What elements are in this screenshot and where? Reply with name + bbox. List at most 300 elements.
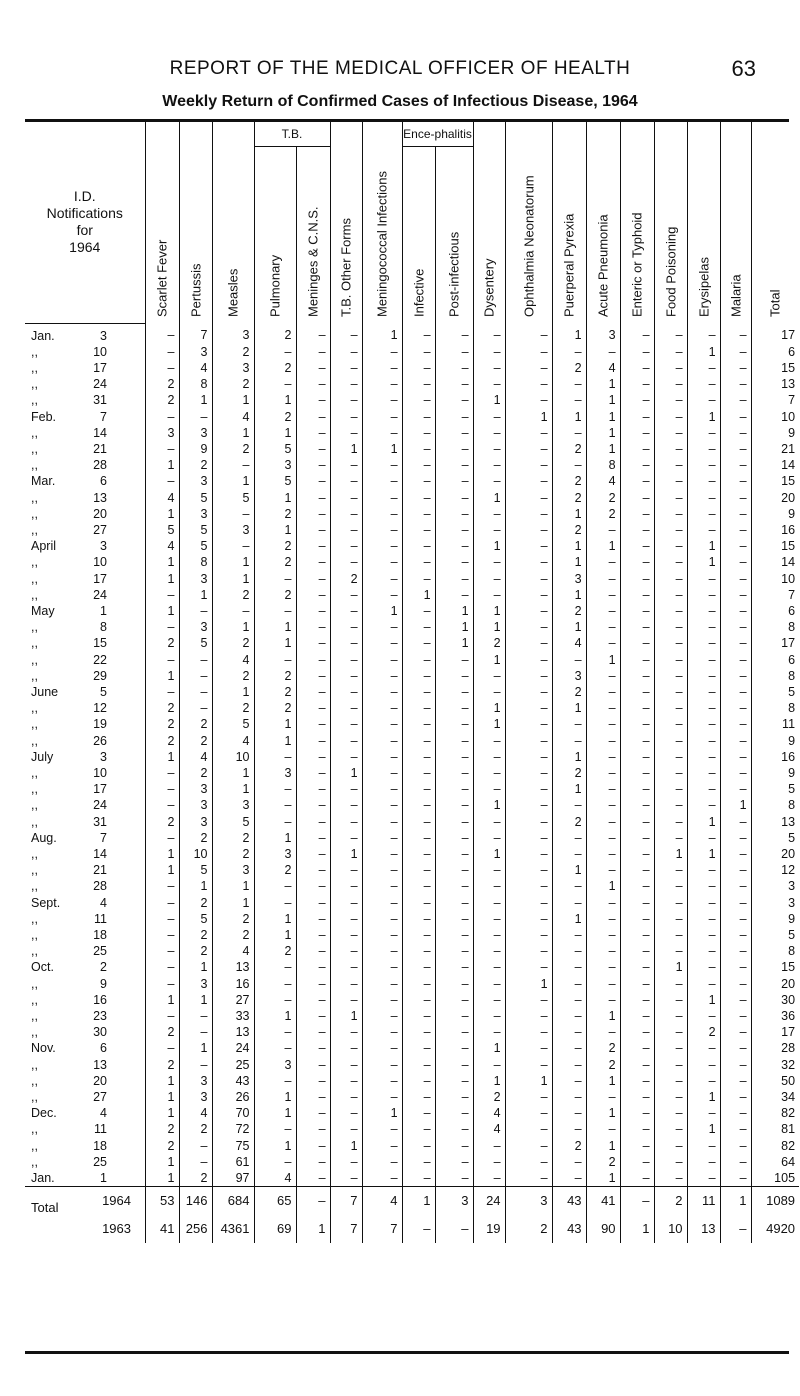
cell-value: – — [435, 895, 473, 911]
cell-value: 4 — [179, 360, 212, 376]
cell-value: – — [473, 911, 505, 927]
cell-value: – — [473, 765, 505, 781]
day: 30 — [93, 1025, 107, 1040]
cell-value: 2 — [145, 392, 179, 408]
week-label — [25, 976, 145, 992]
cell-value: – — [654, 716, 687, 732]
cell-value: – — [330, 684, 362, 700]
cell-value: – — [402, 911, 435, 927]
cell-value: – — [552, 797, 586, 813]
cell-value: 27 — [212, 992, 254, 1008]
cell-value: 1 — [212, 684, 254, 700]
cell-value: 7 — [751, 392, 799, 408]
table-row — [25, 943, 799, 959]
cell-value: – — [254, 878, 296, 894]
cell-value: – — [687, 1008, 720, 1024]
month: ,, — [31, 393, 38, 408]
cell-value: – — [552, 733, 586, 749]
cell-value: 1 — [552, 619, 586, 635]
table-row — [25, 441, 799, 457]
cell-value: – — [620, 603, 654, 619]
cell-value: – — [296, 1024, 330, 1040]
month: ,, — [31, 1154, 38, 1169]
cell-value: – — [473, 376, 505, 392]
cell-value: – — [330, 1154, 362, 1170]
cell-value: 2 — [552, 441, 586, 457]
cell-value: 1 — [552, 554, 586, 570]
day: 27 — [93, 1090, 107, 1105]
cell-value: 1 — [254, 911, 296, 927]
cell-value: 8 — [751, 700, 799, 716]
cell-value: – — [620, 781, 654, 797]
total-value: 1 — [620, 1215, 654, 1243]
cell-value: – — [473, 506, 505, 522]
cell-value: 2 — [552, 765, 586, 781]
cell-value: 5 — [212, 814, 254, 830]
table-row — [25, 911, 799, 927]
group-tb: T.B. — [254, 122, 330, 147]
cell-value: 3 — [179, 797, 212, 813]
cell-value: – — [330, 587, 362, 603]
cell-value: 2 — [212, 441, 254, 457]
cell-value: – — [330, 1089, 362, 1105]
cell-value: 5 — [751, 927, 799, 943]
cell-value: – — [435, 1121, 473, 1137]
cell-value: – — [620, 360, 654, 376]
cell-value: 1 — [254, 425, 296, 441]
total-value: 41 — [586, 1187, 620, 1216]
cell-value: – — [687, 360, 720, 376]
cell-value: – — [402, 1121, 435, 1137]
cell-value: – — [586, 765, 620, 781]
cell-value: – — [654, 360, 687, 376]
cell-value: – — [179, 1008, 212, 1024]
cell-value: – — [145, 409, 179, 425]
cell-value: – — [552, 344, 586, 360]
cell-value: 5 — [179, 862, 212, 878]
cell-value: – — [145, 781, 179, 797]
cell-value: – — [620, 797, 654, 813]
cell-value: – — [687, 895, 720, 911]
cell-value: – — [254, 376, 296, 392]
cell-value: – — [473, 992, 505, 1008]
cell-value: – — [505, 571, 552, 587]
cell-value: – — [687, 522, 720, 538]
cell-value: – — [620, 490, 654, 506]
total-value: 7 — [362, 1215, 402, 1243]
day: 31 — [93, 814, 107, 829]
cell-value: – — [687, 733, 720, 749]
week-label — [25, 878, 145, 894]
cell-value: – — [473, 1024, 505, 1040]
cell-value: – — [473, 344, 505, 360]
cell-value: – — [505, 652, 552, 668]
cell-value: 4 — [473, 1105, 505, 1121]
cell-value: – — [402, 603, 435, 619]
cell-value: – — [473, 830, 505, 846]
cell-value: 3 — [179, 571, 212, 587]
cell-value: – — [402, 425, 435, 441]
cell-value: 2 — [179, 830, 212, 846]
cell-value: – — [330, 927, 362, 943]
cell-value: – — [586, 603, 620, 619]
col-puerperal-pyrexia: Puerperal Pyrexia — [552, 122, 586, 323]
table-row — [25, 765, 799, 781]
cell-value: – — [654, 733, 687, 749]
month: July — [31, 749, 54, 764]
total-value: 3 — [435, 1187, 473, 1216]
cell-value: 2 — [254, 684, 296, 700]
month: Aug. — [31, 830, 57, 845]
col-ophthalmia: Ophthalmia Neonatorum — [505, 122, 552, 323]
cell-value: – — [687, 506, 720, 522]
cell-value: 1 — [145, 992, 179, 1008]
cell-value: – — [654, 878, 687, 894]
cell-value: – — [552, 830, 586, 846]
cell-value: – — [720, 976, 751, 992]
cell-value: 2 — [179, 457, 212, 473]
cell-value: 2 — [254, 506, 296, 522]
week-label — [25, 603, 145, 619]
month: ,, — [31, 814, 38, 829]
cell-value: – — [552, 376, 586, 392]
cell-value: – — [620, 571, 654, 587]
day: 14 — [93, 847, 107, 861]
cell-value: – — [720, 1073, 751, 1089]
cell-value: – — [620, 1024, 654, 1040]
col-total: Total — [751, 122, 799, 323]
month: ,, — [31, 1057, 38, 1072]
cell-value: 2 — [179, 716, 212, 732]
cell-value: – — [330, 781, 362, 797]
week-label — [25, 846, 145, 862]
month: ,, — [31, 733, 38, 748]
month: ,, — [31, 587, 38, 602]
cell-value: 1 — [145, 1105, 179, 1121]
cell-value: – — [586, 716, 620, 732]
cell-value: – — [654, 976, 687, 992]
cell-value: – — [145, 797, 179, 813]
cell-value: – — [402, 749, 435, 765]
cell-value: – — [620, 668, 654, 684]
cell-value: 1 — [586, 1105, 620, 1121]
cell-value: – — [720, 506, 751, 522]
cell-value: – — [620, 473, 654, 489]
table-row — [25, 587, 799, 603]
cell-value: 1 — [179, 878, 212, 894]
week-label — [25, 992, 145, 1008]
cell-value: – — [296, 700, 330, 716]
cell-value: – — [620, 992, 654, 1008]
cell-value: – — [435, 1024, 473, 1040]
day: 28 — [93, 879, 107, 894]
week-label — [25, 749, 145, 765]
cell-value: – — [654, 1073, 687, 1089]
cell-value: – — [552, 1121, 586, 1137]
cell-value: 4 — [552, 635, 586, 651]
cell-value: – — [402, 1105, 435, 1121]
cell-value: 2 — [179, 927, 212, 943]
day: 17 — [93, 571, 107, 586]
cell-value: 75 — [212, 1138, 254, 1154]
cell-value: – — [296, 862, 330, 878]
cell-value: – — [620, 943, 654, 959]
cell-value: – — [654, 323, 687, 344]
cell-value: – — [330, 1121, 362, 1137]
cell-value: – — [505, 425, 552, 441]
cell-value: – — [687, 1138, 720, 1154]
cell-value: 4 — [212, 733, 254, 749]
cell-value: – — [362, 1057, 402, 1073]
report-title: REPORT OF THE MEDICAL OFFICER OF HEALTH — [169, 58, 631, 79]
cell-value: 5 — [212, 490, 254, 506]
cell-value: 1 — [687, 344, 720, 360]
cell-value: – — [330, 749, 362, 765]
cell-value: 1 — [687, 992, 720, 1008]
cell-value: – — [254, 1024, 296, 1040]
total-value: 7 — [330, 1187, 362, 1216]
cell-value: 13 — [212, 1024, 254, 1040]
cell-value: – — [505, 992, 552, 1008]
cell-value: 1 — [212, 473, 254, 489]
cell-value: – — [473, 959, 505, 975]
table-row — [25, 716, 799, 732]
cell-value: – — [620, 749, 654, 765]
month: Sept. — [31, 895, 61, 910]
cell-value: – — [687, 619, 720, 635]
cell-value: – — [687, 376, 720, 392]
cell-value: 1 — [435, 635, 473, 651]
cell-value: – — [654, 862, 687, 878]
cell-value: – — [179, 700, 212, 716]
cell-value: 16 — [751, 749, 799, 765]
day: 10 — [93, 555, 107, 570]
cell-value: – — [620, 635, 654, 651]
total-value: 4920 — [751, 1215, 799, 1243]
cell-value: 1 — [473, 538, 505, 554]
table-body — [25, 323, 799, 1243]
cell-value: – — [402, 376, 435, 392]
cell-value: – — [402, 781, 435, 797]
cell-value: – — [435, 992, 473, 1008]
cell-value: 1 — [179, 1040, 212, 1056]
cell-value: 2 — [145, 733, 179, 749]
cell-value: – — [435, 522, 473, 538]
cell-value: – — [402, 323, 435, 344]
cell-value: – — [687, 571, 720, 587]
cell-value: 2 — [145, 814, 179, 830]
cell-value: – — [505, 522, 552, 538]
total-value: – — [402, 1215, 435, 1243]
cell-value: – — [720, 490, 751, 506]
cell-value: 1 — [212, 425, 254, 441]
month: Dec. — [31, 1106, 57, 1121]
cell-value: – — [586, 668, 620, 684]
cell-value: – — [505, 635, 552, 651]
cell-value: – — [620, 538, 654, 554]
cell-value: – — [330, 668, 362, 684]
cell-value: – — [296, 878, 330, 894]
day: 5 — [100, 684, 107, 699]
cell-value: 1 — [552, 587, 586, 603]
cell-value: – — [330, 959, 362, 975]
cell-value: – — [720, 1057, 751, 1073]
cell-value: – — [586, 862, 620, 878]
table-row — [25, 749, 799, 765]
cell-value: 2 — [179, 733, 212, 749]
table-row — [25, 1073, 799, 1089]
cell-value: – — [296, 716, 330, 732]
cell-value: – — [402, 1154, 435, 1170]
day: 18 — [93, 928, 107, 943]
cell-value: 1 — [473, 1040, 505, 1056]
cell-value: 1 — [687, 1089, 720, 1105]
cell-value: – — [473, 1138, 505, 1154]
cell-value: 1 — [586, 1073, 620, 1089]
cell-value: 11 — [751, 716, 799, 732]
month: ,, — [31, 571, 38, 586]
cell-value: – — [402, 1073, 435, 1089]
day: 10 — [93, 765, 107, 780]
cell-value: 1 — [687, 538, 720, 554]
month: Jan. — [31, 1171, 55, 1186]
cell-value: – — [402, 635, 435, 651]
cell-value: – — [687, 830, 720, 846]
cell-value: – — [330, 862, 362, 878]
cell-value: 1 — [212, 895, 254, 911]
cell-value: 4 — [145, 490, 179, 506]
cell-value: – — [435, 668, 473, 684]
cell-value: – — [402, 830, 435, 846]
table-row — [25, 554, 799, 570]
cell-value: – — [145, 344, 179, 360]
cell-value: – — [720, 538, 751, 554]
cell-value: 6 — [751, 344, 799, 360]
cell-value: – — [435, 959, 473, 975]
cell-value: – — [435, 733, 473, 749]
cell-value: – — [654, 344, 687, 360]
week-label — [25, 587, 145, 603]
cell-value: – — [687, 765, 720, 781]
week-label — [25, 781, 145, 797]
cell-value: – — [254, 1040, 296, 1056]
cell-value: – — [402, 1170, 435, 1187]
cell-value: – — [330, 376, 362, 392]
cell-value: – — [435, 684, 473, 700]
cell-value: – — [586, 976, 620, 992]
cell-value: – — [435, 554, 473, 570]
col-pertussis: Pertussis — [179, 122, 212, 323]
cell-value: – — [552, 895, 586, 911]
cell-value: 1 — [654, 959, 687, 975]
week-label — [25, 425, 145, 441]
cell-value: – — [720, 668, 751, 684]
cell-value: – — [435, 927, 473, 943]
total-year: 1964 — [102, 1193, 131, 1209]
cell-value: – — [330, 895, 362, 911]
cell-value: – — [654, 506, 687, 522]
month: April — [31, 539, 57, 554]
cell-value: 2 — [212, 635, 254, 651]
cell-value: – — [435, 587, 473, 603]
cell-value: – — [654, 895, 687, 911]
col-enc-post-infectious: Post-infectious — [435, 147, 473, 324]
table-row — [25, 506, 799, 522]
cell-value: – — [505, 943, 552, 959]
cell-value: 2 — [552, 522, 586, 538]
cell-value: – — [720, 409, 751, 425]
cell-value: 2 — [552, 684, 586, 700]
total-value: – — [620, 1187, 654, 1216]
cell-value: – — [296, 392, 330, 408]
cell-value: – — [254, 797, 296, 813]
table-row — [25, 619, 799, 635]
cell-value: 5 — [179, 538, 212, 554]
cell-value: – — [505, 392, 552, 408]
cell-value: – — [586, 1121, 620, 1137]
cell-value: 2 — [145, 1121, 179, 1137]
week-label — [25, 1040, 145, 1056]
cell-value: 2 — [179, 895, 212, 911]
col-enc-infective: Infective — [402, 147, 435, 324]
month: ,, — [31, 1138, 38, 1153]
cell-value: – — [654, 457, 687, 473]
cell-value: – — [296, 1089, 330, 1105]
cell-value: – — [296, 506, 330, 522]
cell-value: 1 — [473, 1073, 505, 1089]
cell-value: 4 — [179, 749, 212, 765]
cell-value: 1 — [586, 1170, 620, 1187]
cell-value: – — [362, 1024, 402, 1040]
week-label — [25, 943, 145, 959]
cell-value: – — [179, 1154, 212, 1170]
cell-value: – — [296, 781, 330, 797]
cell-value: – — [473, 571, 505, 587]
cell-value: 2 — [179, 1170, 212, 1187]
table-row — [25, 1105, 799, 1121]
day: 2 — [100, 960, 107, 975]
cell-value: 20 — [751, 846, 799, 862]
cell-value: 3 — [179, 506, 212, 522]
cell-value: – — [687, 490, 720, 506]
cell-value: 1 — [473, 700, 505, 716]
month: ,, — [31, 652, 38, 667]
day: 6 — [100, 1041, 107, 1056]
cell-value: – — [402, 992, 435, 1008]
day: 11 — [94, 1122, 107, 1137]
cell-value: – — [505, 862, 552, 878]
cell-value: – — [330, 992, 362, 1008]
disease-table-frame — [25, 119, 796, 1354]
cell-value: 2 — [212, 344, 254, 360]
cell-value: – — [720, 716, 751, 732]
cell-value: – — [720, 344, 751, 360]
cell-value: – — [145, 976, 179, 992]
cell-value: – — [435, 749, 473, 765]
week-label — [25, 959, 145, 975]
cell-value: 1 — [145, 506, 179, 522]
cell-value: – — [687, 392, 720, 408]
cell-value: 2 — [473, 1089, 505, 1105]
cell-value: – — [330, 360, 362, 376]
cell-value: – — [402, 733, 435, 749]
cell-value: – — [654, 992, 687, 1008]
week-label — [25, 716, 145, 732]
cell-value: 1 — [145, 457, 179, 473]
cell-value: 70 — [212, 1105, 254, 1121]
total-value: 41 — [145, 1215, 179, 1243]
total-value: 11 — [687, 1187, 720, 1216]
